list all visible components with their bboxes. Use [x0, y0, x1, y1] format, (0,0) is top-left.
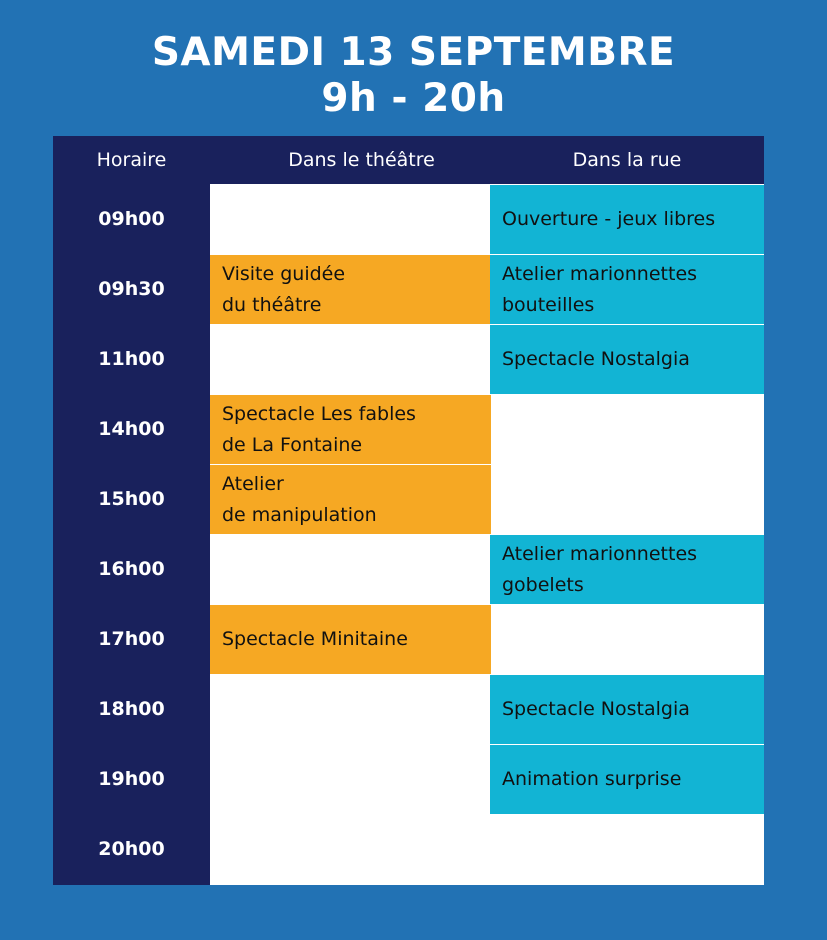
time-slot: 20h00 — [98, 838, 165, 860]
event-theatre-minitaine — [210, 605, 491, 674]
event-line: Spectacle Minitaine — [222, 628, 408, 650]
time-slot: 15h00 — [98, 488, 165, 510]
event-line: Atelier marionnettes — [502, 542, 698, 565]
event-line: Spectacle Les fables — [222, 402, 416, 425]
time-slot: 19h00 — [98, 768, 165, 790]
time-slot: 09h00 — [98, 208, 165, 230]
event-line: de La Fontaine — [222, 433, 363, 456]
event-rue-atelier-bouteilles — [490, 255, 764, 324]
time-slot: 14h00 — [98, 418, 165, 440]
event-rue-animation-surprise — [490, 745, 764, 814]
event-line: Spectacle Nostalgia — [502, 698, 690, 720]
header-theatre: Dans le théâtre — [288, 149, 435, 171]
event-rue-ouverture — [490, 185, 764, 254]
event-line: Visite guidée — [222, 262, 346, 285]
event-rue-nostalgia — [490, 325, 764, 394]
event-theatre-atelier-manipulation — [210, 465, 491, 534]
event-line: Atelier — [222, 472, 284, 495]
header-horaire: Horaire — [96, 149, 167, 171]
event-line: Spectacle Nostalgia — [502, 348, 690, 370]
event-line: bouteilles — [502, 293, 595, 316]
event-line: Atelier marionnettes — [502, 262, 698, 285]
event-rue-atelier-gobelets — [490, 535, 764, 604]
time-slot: 16h00 — [98, 558, 165, 580]
time-slot: 17h00 — [98, 628, 165, 650]
page-title: SAMEDI 13 SEPTEMBRE — [151, 30, 676, 75]
time-slot: 18h00 — [98, 698, 165, 720]
table-header — [53, 136, 764, 184]
time-slot: 11h00 — [98, 348, 165, 370]
event-line: du théâtre — [222, 293, 322, 316]
event-line: Ouverture - jeux libres — [502, 208, 716, 230]
event-line: de manipulation — [222, 503, 377, 526]
event-line: gobelets — [502, 573, 584, 596]
time-slot: 09h30 — [98, 278, 165, 300]
event-theatre-visite-guidee — [210, 255, 491, 324]
header-rue: Dans la rue — [572, 149, 682, 171]
page-subtitle-hours: 9h - 20h — [321, 76, 506, 121]
event-theatre-fables — [210, 395, 491, 464]
event-rue-nostalgia-2 — [490, 675, 764, 744]
schedule-table — [53, 136, 764, 885]
event-line: Animation surprise — [502, 768, 682, 790]
